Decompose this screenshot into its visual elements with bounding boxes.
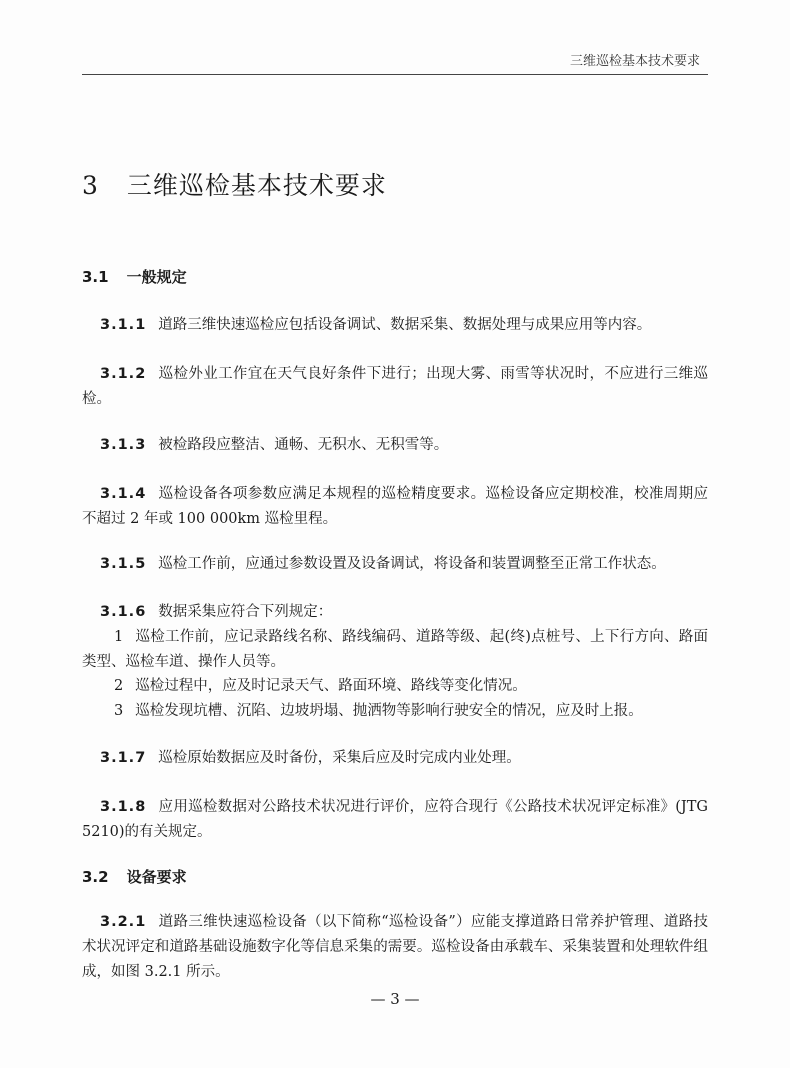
section-number: 3.1	[82, 268, 109, 286]
clause-number: 3.1.6	[100, 604, 147, 620]
item-number: 2	[114, 678, 124, 694]
clause-number: 3.1.5	[100, 556, 147, 572]
section-heading-3-2	[82, 866, 187, 887]
clause-number: 3.1.4	[100, 486, 147, 502]
clause-text: 巡检外业工作宜在天气良好条件下进行；出现大雾、雨雪等状况时，不应进行三维巡检。	[82, 366, 708, 407]
clause-3-1-4	[82, 482, 708, 532]
header-rule	[82, 74, 708, 75]
clause-text: 被检路段应整洁、通畅、无积水、无积雪等。	[158, 437, 449, 453]
clause-3-1-6-item-3	[82, 699, 708, 724]
clause-text: 道路三维快速巡检设备（以下简称“巡检设备”）应能支撑道路日常养护管理、道路技术状况评定和道路基础设施数字化等信息采集的需要。巡检设备由承载车、采集装置和处理软件组成，如图 3.2.1 所示。	[82, 914, 708, 980]
clause-text: 巡检工作前，应通过参数设置及设备调试，将设备和装置调整至正常工作状态。	[158, 556, 666, 572]
page-number: — 3 —	[370, 990, 420, 1008]
section-title-text: 设备要求	[126, 868, 187, 886]
clause-3-1-6	[82, 600, 708, 625]
clause-text: 应用巡检数据对公路技术状况进行评价，应符合现行《公路技术状况评定标准》(JTG 5210)的有关规定。	[82, 799, 708, 840]
item-text: 巡检工作前，应记录路线名称、路线编码、道路等级、起(终)点桩号、上下行方向、路面类型、巡检车道、操作人员等。	[82, 629, 708, 670]
section-heading-3-1	[82, 266, 187, 287]
item-number: 3	[114, 703, 124, 719]
clause-3-1-6-item-2	[82, 674, 708, 699]
clause-3-1-5	[82, 552, 708, 577]
clause-text: 巡检原始数据应及时备份，采集后应及时完成内业处理。	[158, 750, 521, 766]
clause-number: 3.1.2	[100, 366, 147, 382]
clause-3-1-8	[82, 795, 708, 845]
clause-number: 3.1.1	[100, 317, 147, 333]
item-number: 1	[114, 629, 124, 645]
clause-text: 巡检设备各项参数应满足本规程的巡检精度要求。巡检设备应定期校准，校准周期应不超过 2 年或 100 000km 巡检里程。	[82, 486, 708, 527]
clause-number: 3.1.3	[100, 437, 147, 453]
clause-text: 数据采集应符合下列规定：	[158, 604, 333, 620]
clause-3-1-6-item-1	[82, 625, 708, 675]
clause-number: 3.1.8	[100, 799, 147, 815]
clause-3-1-1	[82, 313, 708, 338]
clause-3-1-2	[82, 362, 708, 412]
item-text: 巡检发现坑槽、沉陷、边坡坍塌、抛洒物等影响行驶安全的情况，应及时上报。	[135, 703, 643, 719]
chapter-title	[82, 166, 387, 202]
section-number: 3.2	[82, 868, 109, 886]
running-header: 三维巡检基本技术要求	[569, 54, 700, 69]
clause-3-1-3	[82, 433, 708, 458]
clause-3-1-7	[82, 746, 708, 771]
clause-number: 3.1.7	[100, 750, 147, 766]
chapter-title-text: 三维巡检基本技术要求	[126, 171, 387, 200]
clause-number: 3.2.1	[100, 914, 147, 930]
section-title-text: 一般规定	[126, 268, 187, 286]
clause-3-2-1	[82, 910, 708, 985]
item-text: 巡检过程中，应及时记录天气、路面环境、路线等变化情况。	[135, 678, 527, 694]
clause-text: 道路三维快速巡检应包括设备调试、数据采集、数据处理与成果应用等内容。	[158, 317, 652, 333]
chapter-number: 3	[82, 171, 99, 200]
